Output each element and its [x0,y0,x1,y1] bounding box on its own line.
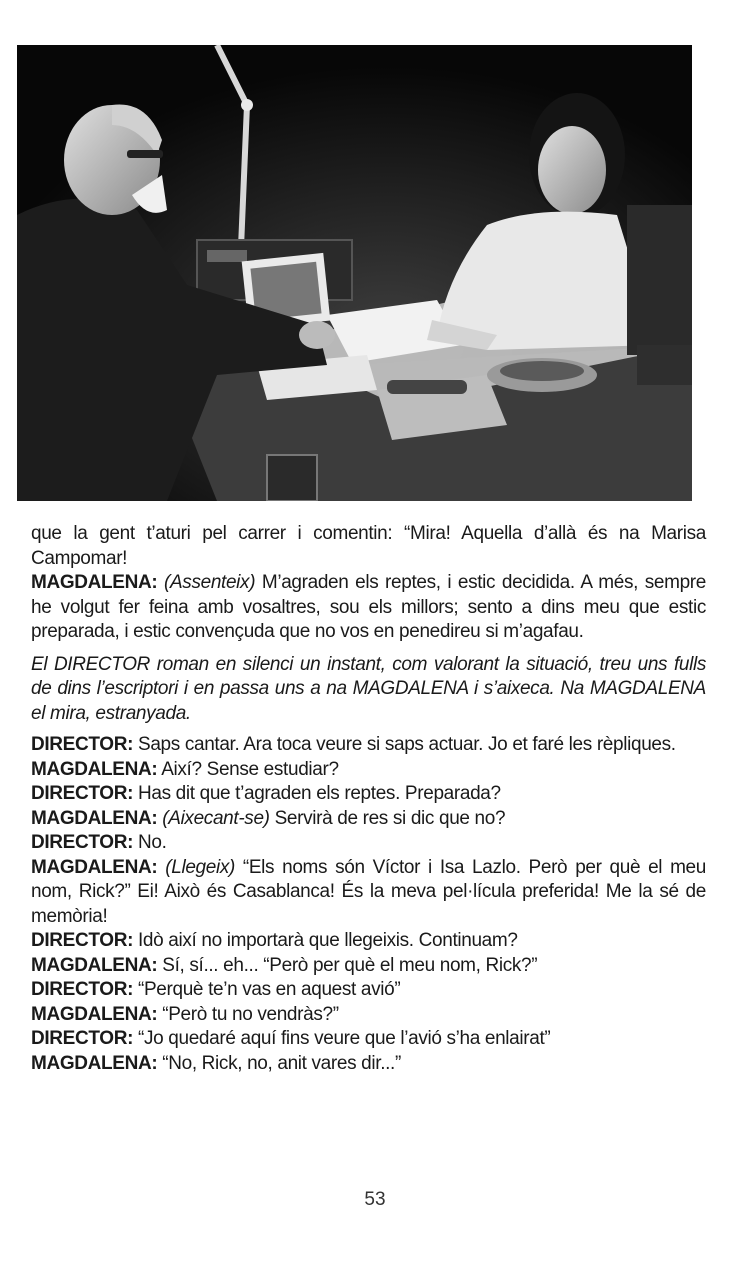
dialogue-text: No. [133,832,167,853]
speaker-name: DIRECTOR: [31,783,134,804]
dialogue-line [31,1052,706,1077]
speaker-name: DIRECTOR: [31,930,134,951]
dialogue-line [31,571,706,645]
dialogue-line [31,522,706,571]
parenthetical-direction: (Llegeix) [165,856,235,878]
speaker-name: MAGDALENA: [31,758,158,780]
speaker-name: DIRECTOR: [31,734,134,755]
dialogue-text: “No, Rick, no, anit vares dir...” [157,1052,401,1074]
speaker-name: MAGDALENA: [31,1003,158,1025]
dialogue-line [31,856,706,930]
speaker-name: MAGDALENA: [31,1052,158,1074]
parenthetical-direction: (Aixecant-se) [162,807,270,829]
dialogue-line [31,758,706,783]
script-text [31,522,706,1076]
dialogue-text: M’agraden els reptes, i estic decidida. A més, sempre he volgut fer feina amb vosaltres, sou els millors; sento a dins meu que estic preparada, i estic convençuda que no vos en penedireu si m’agafau. [31,572,706,642]
photo-director-and-actress [17,45,692,501]
speaker-name: DIRECTOR: [31,979,134,1000]
dialogue-text: Has dit que t’agraden els reptes. Preparada? [133,783,501,804]
dialogue-line [31,733,706,758]
page-number: 53 [364,1189,386,1210]
dialogue-text: Idò així no importarà que llegeixis. Continuam? [133,930,518,951]
dialogue-text: “Però tu no vendràs?” [157,1003,339,1025]
dialogue-text: “Jo quedaré aquí fins veure que l’avió s’ha enlairat” [133,1028,551,1049]
dialogue-line [31,954,706,979]
dialogue-line [31,782,706,807]
dialogue-line [31,831,706,856]
speaker-name: MAGDALENA: [31,572,158,593]
speaker-name: DIRECTOR: [31,832,134,853]
dialogue-line [31,1027,706,1052]
dialogue-line [31,929,706,954]
dialogue-text: Així? Sense estudiar? [157,758,339,780]
parenthetical-direction: (Assenteix) [164,572,256,593]
dialogue-line [31,807,706,832]
dialogue-text: Sí, sí... eh... “Però per què el meu nom, Rick?” [157,954,538,976]
speaker-name: MAGDALENA: [31,954,158,976]
stage-direction: El DIRECTOR roman en silenci un instant, com valorant la situació, treu uns fulls de dins l’escriptori i en passa uns a na MAGDALENA i s’aixeca. Na MAGDALENA el mira, estranyada. [31,653,706,724]
dialogue-text: “Perquè te’n vas en aquest avió” [133,979,401,1000]
dialogue-text: Saps cantar. Ara toca veure si saps actuar. Jo et faré les rèpliques. [133,734,676,755]
dialogue-text: que la gent t’aturi pel carrer i comentin: “Mira! Aquella d’allà és na Marisa Campomar! [31,523,706,569]
dialogue-line [31,978,706,1003]
speaker-name: MAGDALENA: [31,856,158,878]
speaker-name: DIRECTOR: [31,1028,134,1049]
dialogue-text: Servirà de res si dic que no? [269,807,506,829]
dialogue-line [31,1003,706,1028]
speaker-name: MAGDALENA: [31,807,158,829]
dialogue-text: “Els noms són Víctor i Isa Lazlo. Però per què el meu nom, Rick?” Ei! Això és Casablanca! És la meva pel·lícula preferida! Me la sé de memòria! [31,856,706,927]
